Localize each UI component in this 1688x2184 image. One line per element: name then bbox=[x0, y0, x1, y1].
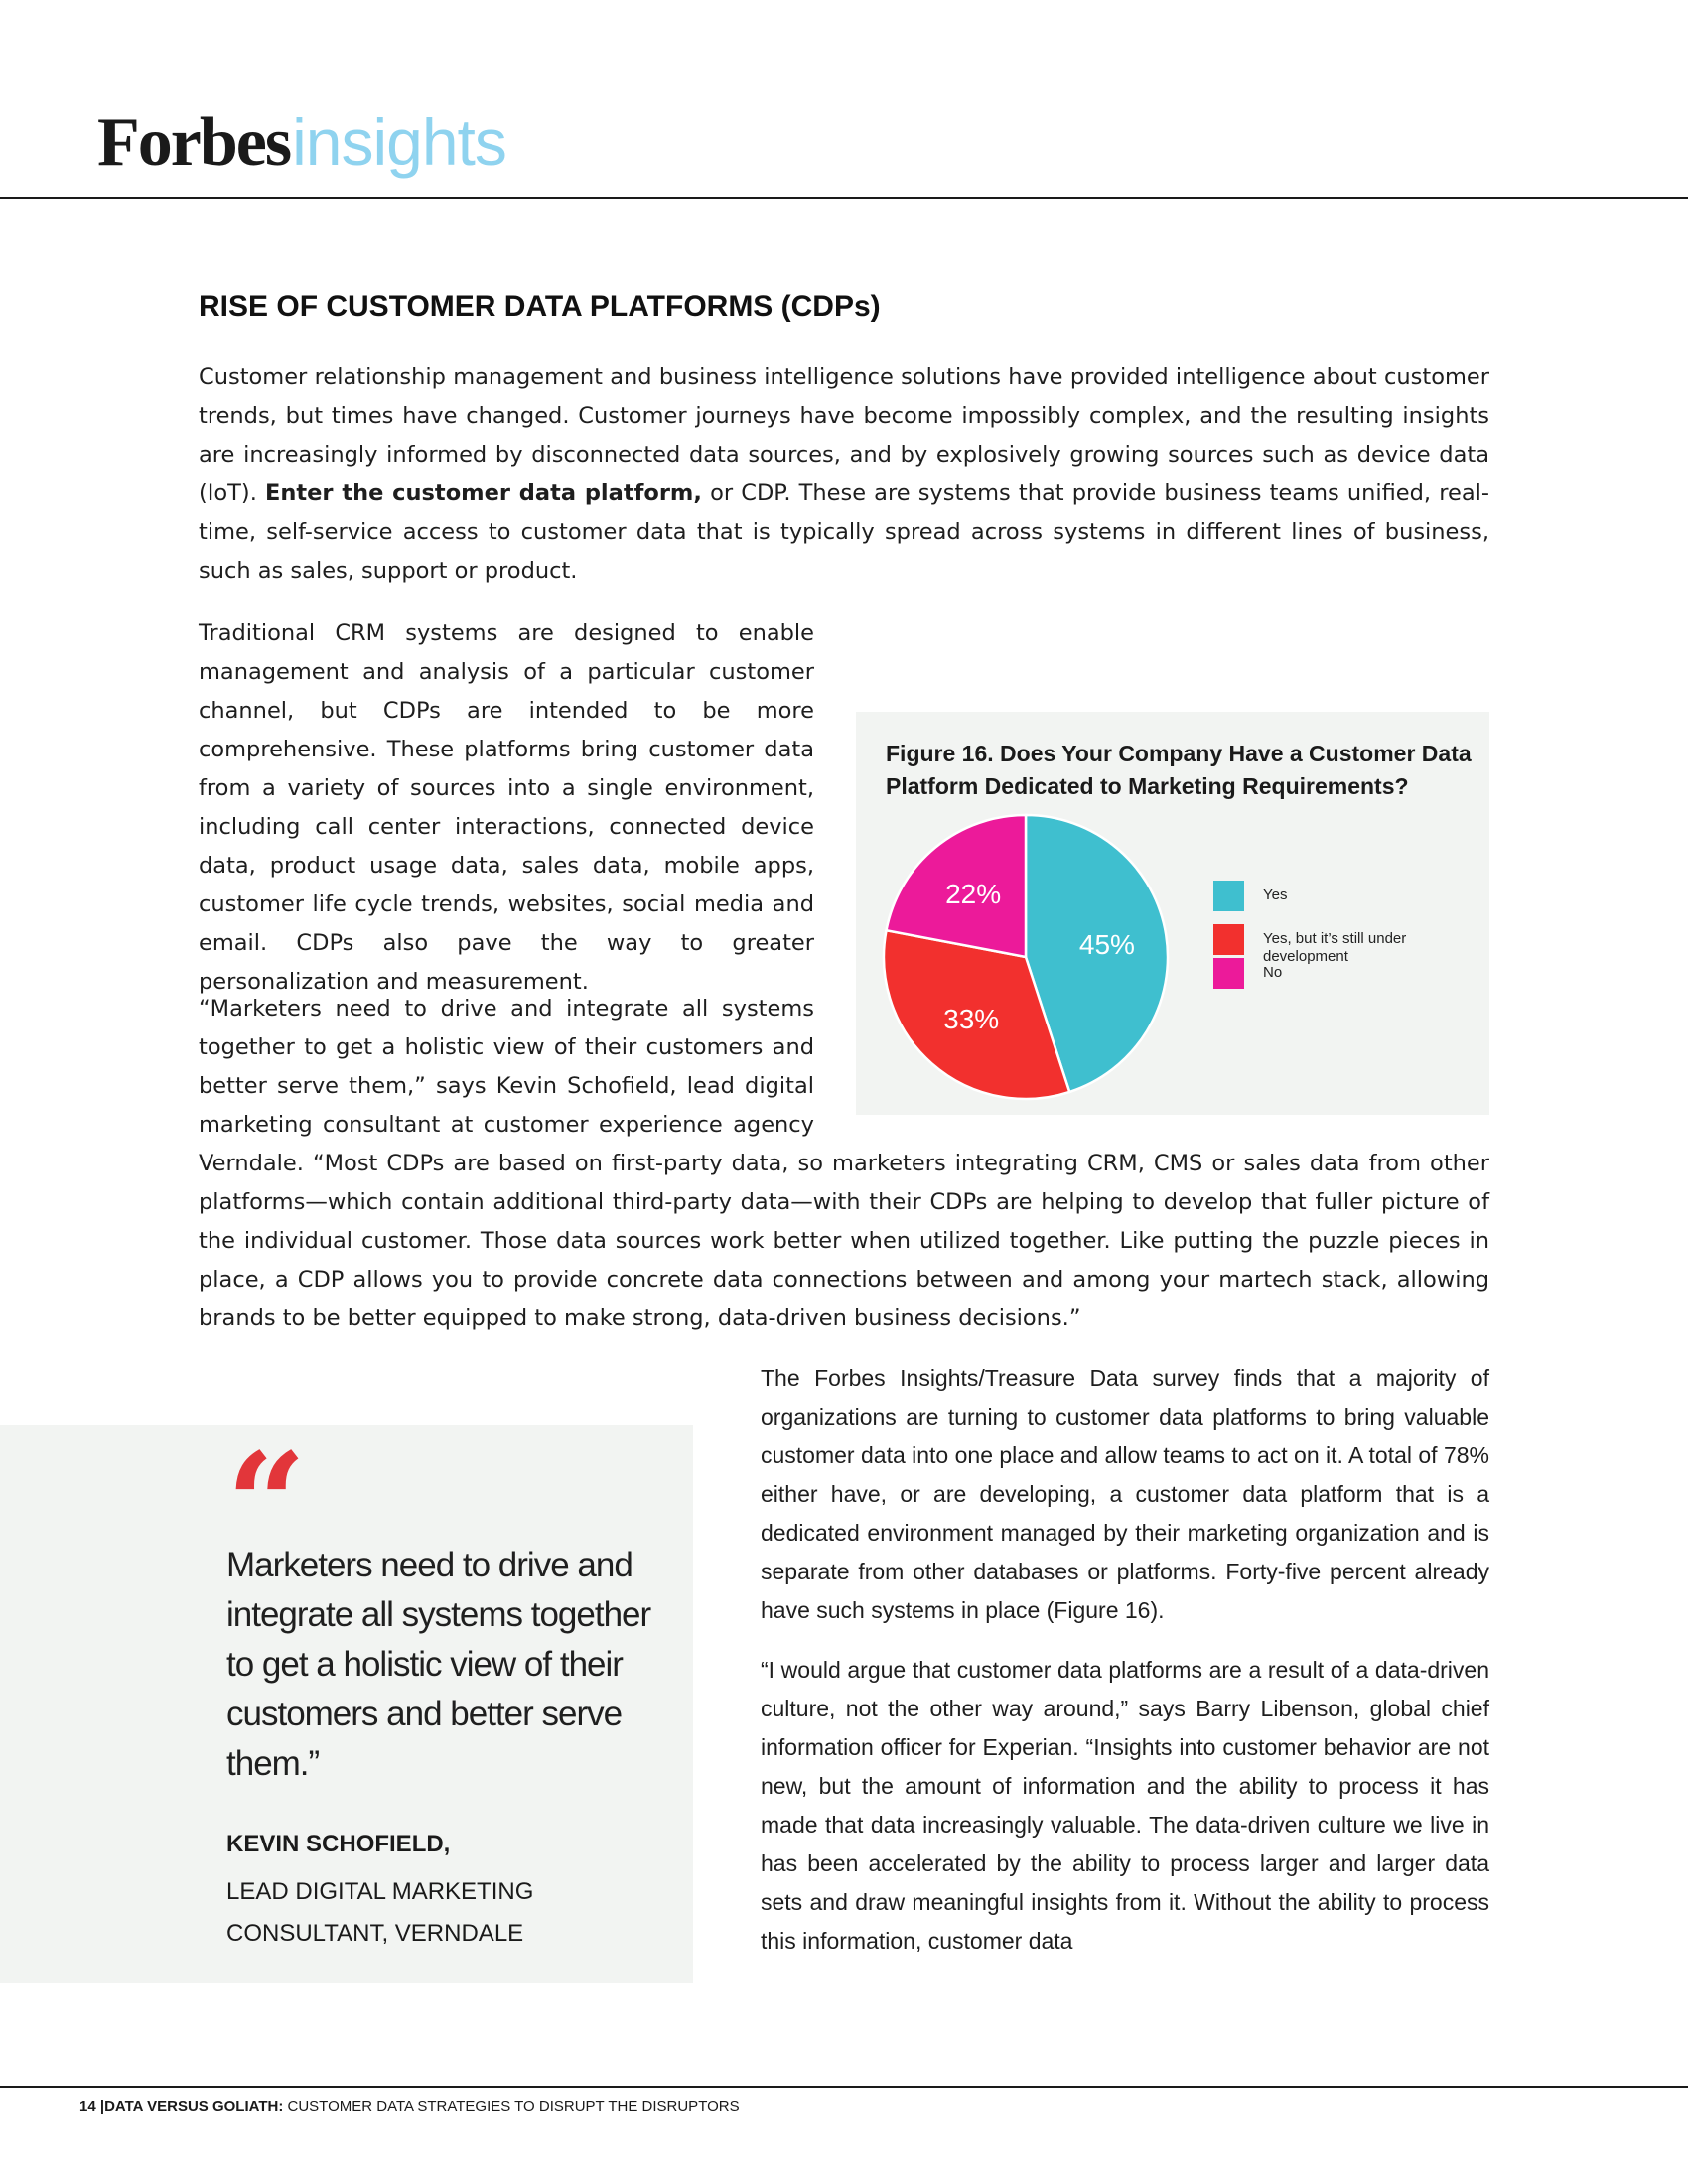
intro-text-end: or CDP. These are systems that provide business teams unified, real-time, self-service access to customer data that is typically spread across systems in different lines of business, such as sales, support or product. bbox=[199, 480, 1489, 584]
footer-divider bbox=[0, 2086, 1688, 2088]
pull-quote-text: Marketers need to drive and integrate all systems together to get a holistic view of their customers and better serve them.” bbox=[226, 1546, 651, 1783]
header-divider bbox=[0, 197, 1688, 199]
legend-label-1: Yes bbox=[1263, 887, 1288, 903]
legend-swatch-2 bbox=[1213, 924, 1244, 955]
legend-label-3: No bbox=[1263, 964, 1283, 981]
section-headline: RISE OF CUSTOMER DATA PLATFORMS (CDPs) bbox=[199, 290, 881, 323]
page-number: 14 bbox=[79, 2098, 96, 2115]
pull-quote-name: KEVIN SCHOFIELD, bbox=[226, 1831, 451, 1857]
pie-label-3: 22% bbox=[945, 879, 1002, 910]
schofield-paragraph-text: “Marketers need to drive and integrate all systems together to get a holistic view of their customers and better serve them,” says Kevin Schofield, lead digital marketing consultant at customer experience agency Verndale. “Most CDPs are based on first-party data, so marketers integrating CRM, CMS or sales data from other platforms—which contain additional third-party data—with their CDPs are helping to develop that fuller picture of the individual customer. Those data sources work better when utilized together. Like putting the puzzle pieces in place, a CDP allows you to provide concrete data connections between and among your martech stack, allowing brands to be better equipped to make strong, data-driven business decisions.” bbox=[199, 996, 1489, 1331]
crm-paragraph-text: Traditional CRM systems are designed to enable management and analysis of a particular customer channel, but CDPs are intended to be more comprehensive. These platforms bring customer data from a variety of sources into a single environment, including call center interactions, connected device data, product usage data, sales data, mobile apps, customer life cycle trends, websites, social media and email. CDPs also pave the way to greater personalization and measurement. bbox=[199, 620, 814, 995]
footer-separator: | bbox=[95, 2098, 105, 2115]
legend-swatch-3 bbox=[1213, 958, 1244, 989]
intro-bold-text: Enter the customer data platform, bbox=[265, 480, 702, 506]
logo-insights-wordmark: insights bbox=[292, 105, 506, 179]
page-footer bbox=[79, 2098, 740, 2115]
survey-paragraph: The Forbes Insights/Treasure Data survey finds that a majority of organizations are turning to customer data platforms to bring valuable customer data into one place and allow teams to act on it. A total of 78% either have, or are developing, a customer data platform that is a dedicated environment managed by their marketing organization and is separate from other databases or platforms. Forty-five percent already have such systems in place (Figure 16). bbox=[761, 1365, 1489, 1623]
quote-mark-icon: “ bbox=[226, 1424, 307, 1586]
pie-chart-svg bbox=[856, 712, 1489, 1115]
libenson-paragraph: “I would argue that customer data platforms are a result of a data-driven culture, not the other way around,” says Barry Libenson, global chief information officer for Experian. “Insights into customer behavior are not new, but the amount of information and the ability to process it has made that data increasingly valuable. The data-driven culture we live in has been accelerated by the ability to process larger and larger data sets and draw meaningful insights from it. Without the ability to process this information, customer data bbox=[761, 1657, 1489, 1954]
figure-16-chart bbox=[856, 712, 1489, 1115]
pie-label-2: 33% bbox=[943, 1004, 1000, 1035]
forbes-insights-logo bbox=[97, 103, 506, 183]
pie-label-1: 45% bbox=[1078, 929, 1135, 961]
chart-title: Figure 16. Does Your Company Have a Customer Data Platform Dedicated to Marketing Requirements? bbox=[886, 741, 1472, 799]
intro-paragraph bbox=[199, 358, 1489, 591]
pull-quote-role: LEAD DIGITAL MARKETING CONSULTANT, VERNDALE bbox=[226, 1878, 534, 1947]
legend-label-2: Yes, but it’s still under development bbox=[1263, 930, 1407, 965]
intro-text-start: Customer relationship management and business intelligence solutions have provided intelligence about customer trends, but times have changed. Customer journeys have become impossibly complex, and the resulting insights are increasingly informed by disconnected data sources, and by explosively growing sources such as device data (IoT). bbox=[199, 364, 1489, 506]
legend-swatch-1 bbox=[1213, 881, 1244, 911]
footer-report-subtitle: CUSTOMER DATA STRATEGIES TO DISRUPT THE DISRUPTORS bbox=[283, 2098, 740, 2115]
logo-forbes-wordmark: Forbes bbox=[97, 104, 291, 181]
footer-report-title: DATA VERSUS GOLIATH: bbox=[104, 2098, 284, 2115]
